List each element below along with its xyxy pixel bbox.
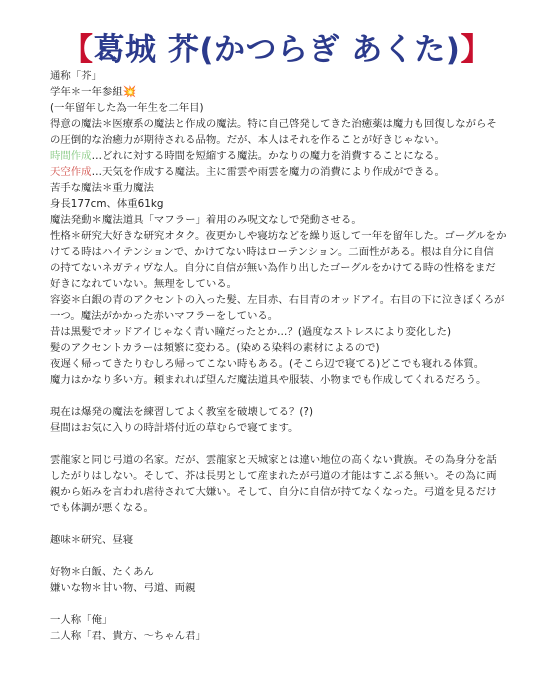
text-line: 一つ。魔法がかかった赤いマフラーをしている。 — [50, 310, 279, 322]
nickname-line: 通称「芥」 — [50, 70, 102, 82]
text-line: の圧倒的な治癒力が期待される品物。だが、本人はそれを作ることが好きじゃない。 — [50, 134, 445, 146]
first-person-line: 一人称「俺」 — [50, 614, 113, 626]
spacer — [50, 548, 520, 564]
text-line: 髪のアクセントカラーは頻繁に変わる。(染める染料の素材によるので) — [50, 342, 380, 354]
time-magic-line — [50, 148, 520, 164]
text-line: 雲龍家と同じ弓道の名家。だが、雲龍家と天城家とは違い地位の高くない貴族。その為身分を話 — [50, 454, 497, 466]
magic-activation-line: 魔法発動＊魔法道具「マフラー」着用のみ呪文なしで発動させる。 — [50, 214, 362, 226]
title-close-bracket: 】 — [460, 32, 492, 68]
explosion-icon: 💥 — [122, 85, 137, 98]
sky-magic-line — [50, 164, 520, 180]
time-magic-desc: …どれに対する時間を短縮する魔法。かなりの魔力を消費することになる。 — [91, 150, 445, 162]
sky-magic-desc: …天気を作成する魔法。主に雷雲や雨雲を魔力の消費により作成ができる。 — [91, 166, 445, 178]
text-line: 親から妬みを言われ虐待されて大嫌い。そして、自分に自信が持てなくなった。弓道を見るだけ — [50, 486, 497, 498]
hobby-line: 趣味＊研究、昼寝 — [50, 534, 134, 546]
text-line: 容姿＊白銀の青のアクセントの入った髪、左目赤、右目青のオッドアイ。右目の下に泣きぼくろが — [50, 294, 505, 306]
dislikes-line: 嫌いな物＊甘い物、弓道、両親 — [50, 582, 196, 594]
height-weight-line: 身長177cm、体重61kg — [50, 198, 164, 210]
grade-line — [50, 84, 520, 100]
spacer — [50, 596, 520, 612]
spacer — [50, 388, 520, 404]
grade-note-line: (一年留年した為一年生を二年目) — [50, 102, 204, 114]
text-line: でも体調が悪くなる。 — [50, 502, 154, 514]
time-magic-term: 時間作成 — [50, 150, 92, 162]
text-line: 現在は爆発の魔法を練習してよく教室を破壊してる？(?) — [50, 406, 313, 418]
text-line: 性格＊研究大好きな研究オタク。夜更かしや寝坊などを繰り返して一年を留年した。ゴーグルをか — [50, 230, 507, 242]
spacer — [50, 516, 520, 532]
text-line: けてる時はハイテンションで、かけてない時はローテンション。二面性がある。根は自分に自信 — [50, 246, 494, 258]
text-line: したがりはしない。そして、芥は長男として産まれたが弓道の才能はすこぶる無い。その為に両 — [50, 470, 497, 482]
text-line: 昔は黒髪でオッドアイじゃなく青い瞳だったとか…？(過度なストレスにより変化した) — [50, 326, 452, 338]
title-name: 葛城 芥(かつらぎ あくた) — [93, 32, 461, 68]
title-open-bracket: 【 — [62, 32, 94, 68]
text-line: 好きになれていない。無理をしている。 — [50, 278, 238, 290]
weak-magic-line: 苦手な魔法＊重力魔法 — [50, 182, 154, 194]
text-line: 魔力はかなり多い方。頼まれれば望んだ魔法道具や服装、小物までも作成してくれるだろう。 — [50, 374, 487, 386]
text-line: の持てないネガティヴな人。自分に自信が無い為作り出したゴーグルをかけてる時の性格をまだ — [50, 262, 496, 274]
spacer — [50, 436, 520, 452]
text-line: 得意の魔法＊医療系の魔法と作成の魔法。特に自己啓発してきた治癒薬は魔力も回復しながらそ — [50, 118, 497, 130]
sky-magic-term: 天空作成 — [50, 166, 92, 178]
grade-text: 学年＊一年参組 — [50, 86, 123, 98]
page-title — [0, 24, 554, 69]
second-person-line: 二人称「君、貴方、～ちゃん君」 — [50, 630, 206, 642]
profile-body — [50, 68, 520, 644]
text-line: 昼間はお気に入りの時計塔付近の草むらで寝てます。 — [50, 422, 299, 434]
text-line: 夜遅く帰ってきたりむしろ帰ってこない時もある。(そこら辺で寝てる)どこでも寝れる体質。 — [50, 358, 485, 370]
likes-line: 好物＊白飯、たくあん — [50, 566, 154, 578]
